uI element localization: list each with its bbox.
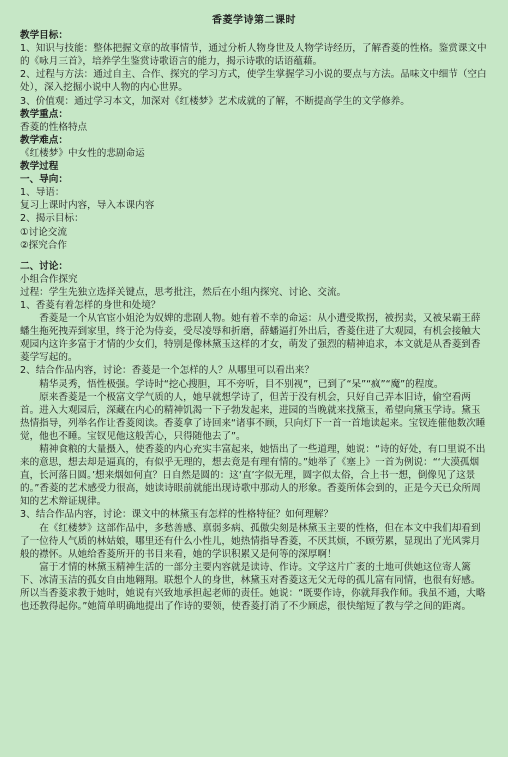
question-3-answer-1: 在《红楼梦》这部作品中，多愁善感、禀弱多病、孤傲尖刻是林黛玉主要的性格，但在本文中我们却看到了一位待人气质的林姑娘，哪里还有什么小性儿，她热情指导香菱，不厌其烦，不顾劳累，显现出了光风霁月般的襟怀。从她给香菱所开的书目来看，她的学识积累又是何等的深厚啊！ (20, 522, 481, 560)
goal-2: 2、过程与方法：通过自主、合作、探究的学习方式，使学生掌握学习小说的要点与方法。品味文中细节（空白处），深入挖掘小说中人物的内心世界。 (20, 69, 487, 94)
section2-sub: 小组合作探究 (20, 273, 78, 285)
difficult-heading: 教学难点： (20, 134, 68, 146)
process-heading: 教学过程 (20, 161, 59, 173)
question-2-answer-3: 精神食粮的大量摄入，使香菱的内心充实丰富起来，她悟出了一些道理，她说：“诗的好处，有口里说不出来的意思，想去却是逼真的，有似乎无理的，想去竟是有理有情的。”她举了《塞上》一首为例说：“‘大漠孤烟直，长河落日圆。’想来烟如何直？日自然是圆的：这‘直’字似无理，圆字似太俗，合上书一想，倒像见了这景的。”香菱的艺术感受力很高，她读诗眼前就能出现诗歌中那动人的形象。香菱所体会到的，正是今天已众所周知的艺术辩证规律。 (20, 444, 486, 508)
page-title: 香菱学诗第二课时 (212, 15, 296, 26)
goal-1: 1、知识与技能：整体把握文章的故事情节，通过分析人物身世及人物学诗经历，了解香菱的性格。鉴赏课文中的《咏月三首》，培养学生鉴赏诗歌语言的能力，揭示诗歌的话语蕴藉。 (20, 43, 487, 68)
key-text: 香菱的性格特点 (20, 121, 88, 133)
section1-heading: 一、导向： (20, 174, 68, 186)
question-2-answer-2: 原来香菱是一个极富文学气质的人，她早就想学诗了，但苦于没有机会，只好自己弄本旧诗，偷空看两首。进入大观园后，深藏在内心的精神饥渴一下子勃发起来，进园的当晚就来找黛玉，希望向黛玉学诗。黛玉热情指导，列举名作让香菱阅读。香菱拿了诗回来“诸事不顾，只向灯下一首一首地读起来。宝钗连催他数次睡觉，他也不睡。宝钗见他这般苦心，只得随他去了”。 (20, 391, 486, 442)
goals-heading: 教学目标： (20, 30, 68, 42)
section1-item2: 2、揭示目标： (20, 213, 84, 225)
key-heading: 教学重点： (20, 108, 68, 120)
goal-3: 3、价值观：通过学习本文，加深对《红楼梦》艺术成就的了解，不断提高学生的文学修养。 (20, 95, 410, 107)
section1-item1: 1、导语： (20, 187, 65, 199)
question-1-answer: 香菱是一个从官宦小姐沦为奴婢的悲剧人物。她有着不幸的命运：从小遭受欺拐，被拐卖，又被呆霸王薛蟠生拖死拽弄到家里，终于沦为侍妾，受尽凌辱和折磨，薛蟠逼打外出后，香菱住进了大观园，有机会接触大观园内这许多富于才情的少女们，特别是像林黛玉这样的才女，萌发了强烈的精神追求，本文就是从香菱到香菱学写起的。 (20, 313, 481, 364)
question-1: 1、香菱有着怎样的身世和处境？ (20, 299, 161, 311)
section1-goal-b: ②探究合作 (20, 239, 67, 251)
difficult-text: 《红楼梦》中女性的悲剧命运 (20, 147, 145, 159)
section2-heading: 二、讨论： (20, 260, 68, 272)
section1-goal-a: ①讨论交流 (20, 226, 67, 238)
question-2: 2、结合作品内容，讨论：香菱是一个怎样的人？从哪里可以看出来？ (20, 365, 314, 377)
question-3-answer-2: 富于才情的林黛玉精神生活的一部分主要内容就是读诗、作诗。文学这片广袤的土地可供她这位寄人篱下、冰清玉洁的孤女自由地翱翔。联想个人的身世，林黛玉对香菱这无父无母的孤儿富有同情，也很有好感。所以当香菱求教于她时，她说有兴致地承担起老师的责任。她说：“既要作诗，你就拜我作师。我虽不通，大略也还教得起你。”她简单明确地提出了作诗的要领，使香菱打消了不少顾虑，很快缩短了教与学之间的距离。 (20, 561, 486, 613)
question-3: 3、结合作品内容，讨论：课文中的林黛玉有怎样的性格特征？如何理解？ (20, 509, 334, 521)
section2-process: 过程：学生先独立选择关键点，思考批注，然后在小组内探究、讨论、交流。 (20, 286, 347, 298)
question-2-answer-1: 精华灵秀，悟性极强。学诗时“挖心搜胆，耳不旁听，目不别视”，已到了“呆”“疯”“魔”的程度。 (39, 378, 444, 390)
section1-item1-text: 复习上课时内容，导入本课内容 (20, 200, 155, 212)
